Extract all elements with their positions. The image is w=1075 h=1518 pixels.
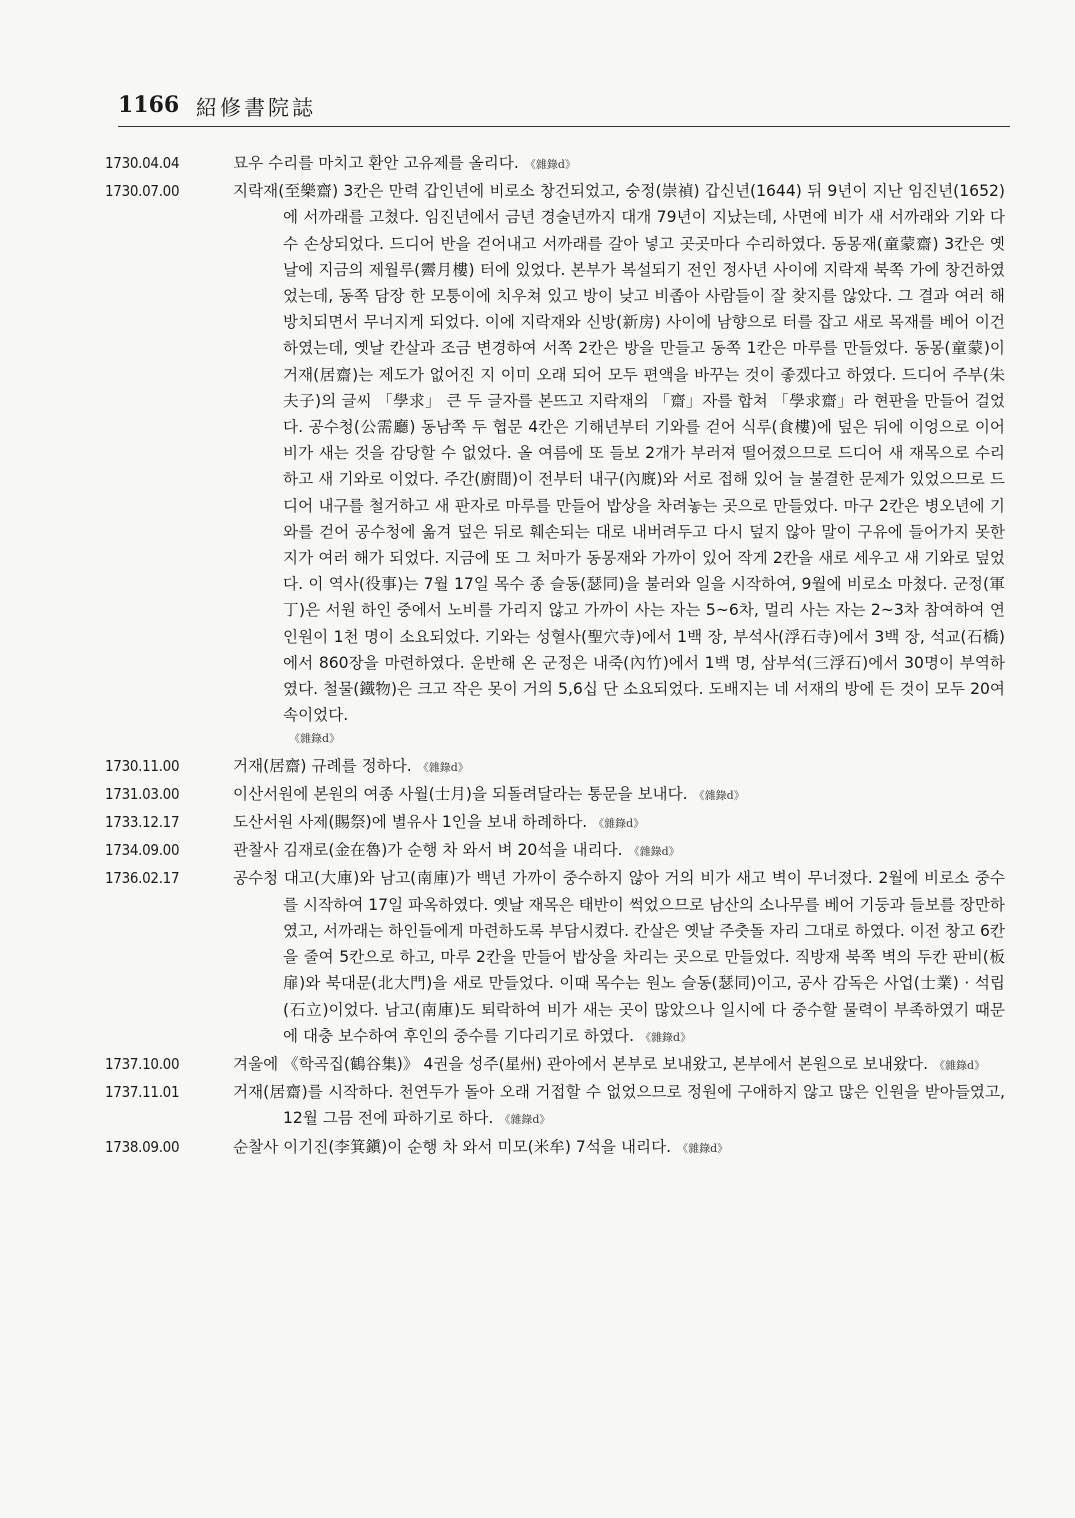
entry-text: 도산서원 사제(賜祭)에 별유사 1인을 보내 하례하다.: [233, 813, 588, 832]
entry-text-block: [233, 865, 1005, 1050]
entry-date: 1738.09.00: [105, 1137, 180, 1156]
chronicle-entry: [105, 1051, 1005, 1079]
entry-date: 1737.11.01: [105, 1083, 180, 1102]
chronicle-entry: [105, 837, 1005, 865]
chronicle-list: [105, 150, 1005, 1162]
entry-date: 1730.04.04: [105, 154, 180, 172]
entry-source: 《雜錄d》: [593, 817, 645, 831]
chronicle-entry: [105, 1079, 1005, 1133]
entry-text: 묘우 수리를 마치고 환안 고유제를 올리다.: [233, 154, 519, 172]
entry-text-block: [233, 1051, 1005, 1079]
entry-date: 1734.09.00: [105, 841, 180, 860]
entry-text-block: [233, 781, 1005, 809]
entry-source: 《雜錄d》: [677, 1141, 729, 1155]
entry-text: 지락재(至樂齋) 3칸은 만력 갑인년에 비로소 창건되었고, 숭정(崇禎) 갑신년(1644) 뒤 9년이 지난 임진년(1652)에 서까래를 고쳤다. 임진년에서 금년 경술년까지 대개 79년이 지났는데, 사면에 비가 새 서까래와 기와 다수 손상되었다. 드디어 반을 걷어내고 서까래를 갈아 넣고 곳곳마다 수리하였다. 동몽재(童蒙齋) 3칸은 옛날에 지금의 제월루(霽月樓) 터에 있었다. 본부가 복설되기 전인 정사년 사이에 지락재 북쪽 가에 창건하였었는데, 동쪽 담장 한 모퉁이에 치우쳐 있고 방이 낮고 비좁아 사람들이 잘 찾지를 않았다. 그 결과 여러 해 방치되면서 무너지게 되었다. 이에 지락재와 신방(新房) 사이에 남향으로 터를 잡고 새로 목재를 베어 이건하였는데, 옛날 칸살과 조금 변경하여 서쪽 2칸은 방을 만들고 동쪽 1칸은 마루를 만들었다. 동몽(童蒙)이 거재(居齋)는 제도가 없어진 지 이미 오래 되어 모두 편액을 바꾸는 것이 좋겠다고 하였다. 드디어 주부(朱夫子)의 글씨 「學求」 큰 두 글자를 본뜨고 지락재의 「齋」자를 합쳐 「學求齋」라 현판을 만들어 걸었다. 공수청(公需廳) 동남쪽 두 협문 4칸은 기해년부터 기와를 걷어 식루(食樓)에 덮은 뒤에 이엉으로 이어 비가 새는 것을 감당할 수 없었다. 올 여름에 또 들보 2개가 부러져 떨어졌으므로 드디어 새 재목으로 수리하고 새 기와로 이었다. 주간(廚間)이 전부터 내구(內廐)와 서로 접해 있어 늘 불결한 문제가 있었으므로 드디어 내구를 철거하고 새 판자로 마루를 만들어 밥상을 차려놓는 곳으로 만들었다. 마구 2칸은 병오년에 기와를 걷어 공수청에 옮겨 덮은 뒤로 훼손되는 대로 내버려두고 다시 덮지 않아 말이 구유에 들어가지 못한 지가 여러 해가 되었다. 지금에 또 그 처마가 동몽재와 가까이 있어 작게 2칸을 새로 세우고 새 기와로 덮었다. 이 역사(役事)는 7월 17일 목수 종 슬동(瑟同)을 불러와 일을 시작하여, 9월에 비로소 마쳤다. 군정(軍丁)은 서원 하인 중에서 노비를 가리지 않고 가까이 사는 자는 5~6차, 멀리 사는 자는 2~3차 참여하여 연인원이 1천 명이 소요되었다. 기와는 성혈사(聖穴寺)에서 1백 장, 부석사(浮石寺)에서 3백 장, 석교(石橋)에서 860장을 마련하였다. 운반해 온 군정은 내죽(內竹)에서 1백 명, 삼부석(三浮石)에서 30명이 부역하였다. 철물(鐵物)은 크고 작은 못이 거의 5,6십 단 소요되었다. 도배지는 네 서재의 방에 든 것이 모두 20여 속이었다.: [233, 182, 1005, 725]
chronicle-entry: [105, 781, 1005, 809]
entry-date: 1733.12.17: [105, 813, 180, 832]
chronicle-entry: [105, 865, 1005, 1050]
entry-text: 순찰사 이기진(李箕鎭)이 순행 차 와서 미모(米牟) 7석을 내리다.: [233, 1137, 672, 1156]
entry-source: 《雜錄d》: [640, 1030, 692, 1044]
entry-text: 거재(居齋) 규례를 정하다.: [233, 756, 412, 775]
entry-text-block: [233, 753, 1005, 781]
entry-text: 이산서원에 본원의 여종 사월(士月)을 되돌려달라는 통문을 보내다.: [233, 784, 688, 803]
chronicle-entry: [105, 753, 1005, 781]
entry-text-block: [233, 1134, 1005, 1162]
entry-text-block: [233, 150, 1005, 178]
chronicle-entry: [105, 178, 1005, 752]
entry-date: 1737.10.00: [105, 1054, 180, 1073]
chronicle-entry: [105, 1134, 1005, 1162]
page-number: 1166: [118, 92, 180, 118]
entry-source: 《雜錄d》: [934, 1058, 986, 1072]
entry-text: 거재(居齋)를 시작하다. 천연두가 돌아 오래 거접할 수 없었으므로 정원에 구애하지 않고 많은 인원을 받아들였고, 12월 그믐 전에 파하기로 하다.: [233, 1083, 1005, 1128]
entry-date: 1731.03.00: [105, 784, 180, 803]
entry-date: 1730.07.00: [105, 182, 180, 201]
entry-source: 《雜錄d》: [693, 788, 745, 802]
chronicle-entry: [105, 150, 1005, 178]
chronicle-entry: [105, 809, 1005, 837]
entry-text: 공수청 대고(大庫)와 남고(南庫)가 백년 가까이 중수하지 않아 거의 비가 새고 벽이 무너졌다. 2월에 비로소 중수를 시작하여 17일 파옥하였다. 옛날 재목은 태반이 썩었으므로 남산의 소나무를 베어 기둥과 들보를 장만하였고, 서까래는 하인들에게 마련하도록 부담시켰다. 칸살은 옛날 주춧돌 자리 그대로 하였다. 이전 창고 6칸을 줄여 5칸으로 하고, 마루 2칸을 만들어 밥상을 차리는 곳으로 만들었다. 직방재 북쪽 벽의 두칸 판비(板扉)와 북대문(北大門)을 새로 만들었다. 이때 목수는 원노 슬동(瑟同)이고, 공사 감독은 사업(士業) · 석립(石立)이었다. 남고(南庫)도 퇴락하여 비가 새는 곳이 많았으나 일시에 다 중수할 물력이 부족하였기 때문에 대충 보수하여 후인의 중수를 기다리기로 하였다.: [233, 869, 1005, 1045]
entry-text: 관찰사 김재로(金在魯)가 순행 차 와서 벼 20석을 내리다.: [233, 841, 623, 860]
entry-source: 《雜錄d》: [524, 158, 576, 171]
entry-date: 1730.11.00: [105, 756, 180, 775]
entry-source: 《雜錄d》: [628, 845, 680, 859]
entry-text: 겨울에 《학곡집(鶴谷集)》 4권을 성주(星州) 관아에서 본부로 보내왔고, 본부에서 본원으로 보내왔다.: [233, 1054, 929, 1073]
entry-text-block: [233, 809, 1005, 837]
entry-source: 《雜錄d》: [499, 1113, 551, 1127]
entry-source: 《雜錄d》: [289, 732, 341, 746]
entry-text-block: [233, 1079, 1005, 1133]
header-rule: [118, 126, 1010, 127]
entry-source: 《雜錄d》: [417, 760, 469, 774]
book-title: 紹修書院誌: [196, 96, 316, 120]
entry-text-block: [233, 178, 1005, 752]
entry-date: 1736.02.17: [105, 869, 180, 888]
entry-text-block: [233, 837, 1005, 865]
